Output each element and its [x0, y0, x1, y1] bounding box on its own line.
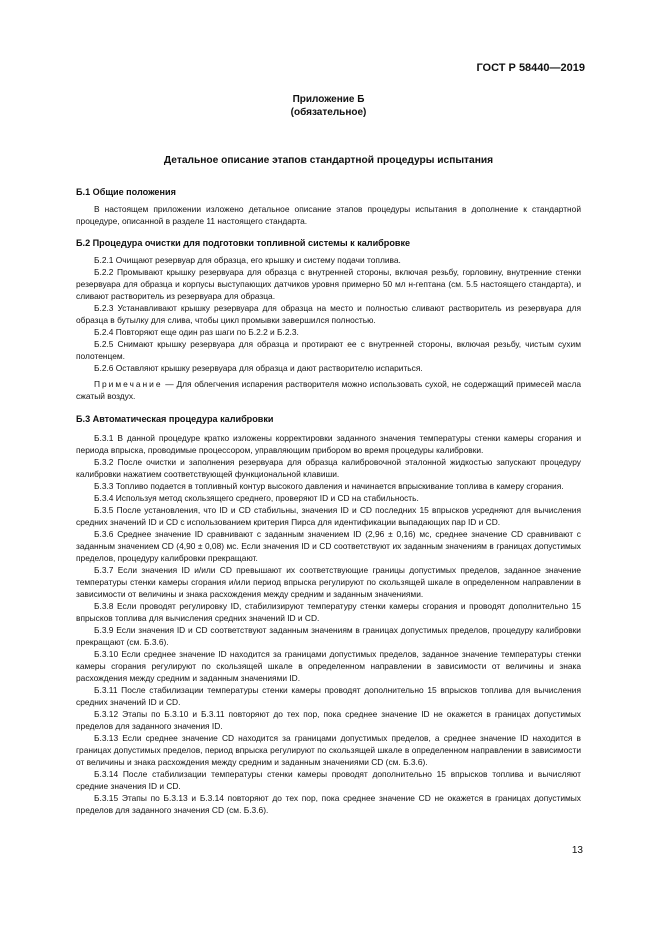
paragraph: Б.3.9 Если значения ID и CD соответствуют заданным значениям в границах допустимых пределов, процедуру калибровки прекращают (см. Б.3.6). — [76, 625, 581, 647]
paragraph: Б.3.7 Если значения ID и/или CD превышают их соответствующие границы допустимых пределов, заданное значение температуры стенки камеры сгорания и/или период впрыска регулируют по скользящей шкале в определенном направлении в зависимости от величины и знака расхождения между средним и заданным значениями. — [76, 565, 581, 599]
paragraph: Б.3.11 После стабилизации температуры стенки камеры проводят дополнительно 15 впрысков топлива для вычисления средних значений ID и CD. — [76, 685, 581, 707]
paragraph: Б.2.5 Снимают крышку резервуара для образца и протирают ее с внутренней стороны, включая резьбу, чистым сухим полотенцем. — [76, 339, 581, 361]
paragraph: Б.2.2 Промывают крышку резервуара для образца с внутренней стороны, включая резьбу, горловину, внутренние стенки резервуара для образца и корпусы выступающих датчиков уровня примерно 50 мл н-гептана (см. 5.5 настоящего стандарта), и сливают растворитель из резервуара для образца. — [76, 267, 581, 301]
section-heading: Б.2 Процедура очистки для подготовки топливной системы к калибровке — [76, 238, 411, 248]
page-number: 13 — [571, 845, 583, 856]
paragraph: Б.3.10 Если среднее значение ID находится за границами допустимых пределов, заданное значение температуры стенки камеры сгорания регулируют по скользящей шкале в определенном направлении в зависимости от величины и знака расхождения между средним и заданным значениями ID. — [76, 649, 581, 683]
paragraph: Б.3.6 Среднее значение ID сравнивают с заданным значением ID (2,96 ± 0,16) мс, среднее значение CD сравнивают с заданным значением CD (4,90 ± 0,08) мс. Если значения ID и CD соответствуют их заданным значениям в границах допустимых пределов, процедуру калибровки прекращают. — [76, 529, 581, 563]
paragraph: Б.3.12 Этапы по Б.3.10 и Б.3.11 повторяют до тех пор, пока среднее значение ID не окажется в границах допустимых пределов для заданного значения ID. — [76, 709, 581, 731]
paragraph: Б.2.3 Устанавливают крышку резервуара для образца на место и полностью сливают растворитель из резервуара для образца в бутылку для слива, чтобы цикл промывки завершился полностью. — [76, 303, 581, 325]
paragraph: Б.3.8 Если проводят регулировку ID, стабилизируют температуру стенки камеры сгорания и проводят дополнительно 15 впрысков топлива для вычисления средних значений ID и CD. — [76, 601, 581, 623]
document-id-header: ГОСТ Р 58440—2019 — [476, 62, 585, 74]
paragraph: Б.3.4 Используя метод скользящего среднего, проверяют ID и CD на стабильность. — [94, 493, 419, 503]
paragraph: Б.3.5 После установления, что ID и CD стабильны, значения ID и CD последних 15 впрысков усредняют для вычисления средних значений ID и CD с использованием критерия Пирса для идентификации выпадающих пар ID и CD. — [76, 505, 581, 527]
note-label: Примечание — [94, 379, 163, 389]
paragraph: Б.3.13 Если среднее значение CD находится за границами допустимых пределов, а среднее значение ID находится в границах допустимых пределов, период впрыска регулируют по скользящей шкале в определенном направлении в зависимости от величины и знака расхождения между средним и заданным значениями CD (см. Б.3.6). — [76, 733, 581, 767]
paragraph: Б.2.4 Повторяют еще один раз шаги по Б.2.2 и Б.2.3. — [94, 327, 299, 337]
paragraph: Б.2.6 Оставляют крышку резервуара для образца и дают растворителю испариться. — [94, 363, 423, 373]
note — [76, 378, 581, 402]
section-b3 — [76, 413, 581, 816]
main-title: Детальное описание этапов стандартной процедуры испытания — [163, 155, 494, 166]
paragraph: Б.3.2 После очистки и заполнения резервуара для образца калибровочной эталонной жидкостью запускают процедуру калибровки нажатием соответствующей функциональной клавиши. — [76, 457, 581, 479]
note-text: — Для облегчения испарения растворителя можно использовать сухой, не содержащий примесей масла сжатый воздух. — [76, 379, 581, 401]
section-b1 — [76, 186, 581, 227]
paragraph: Б.3.3 Топливо подается в топливный контур высокого давления и начинается впрыскивание топлива в камеру сгорания. — [94, 481, 564, 491]
paragraph: Б.3.14 После стабилизации температуры стенки камеры проводят дополнительно 15 впрысков топлива и вычисляют средние значения ID и CD. — [76, 769, 581, 791]
paragraph: Б.3.15 Этапы по Б.3.13 и Б.3.14 повторяют до тех пор, пока среднее значение CD не окажется в границах допустимых пределов для заданного значения CD (см. Б.3.6). — [76, 793, 581, 815]
paragraph: Б.2.1 Очищают резервуар для образца, его крышку и систему подачи топлива. — [94, 255, 401, 265]
paragraph: Б.3.1 В данной процедуре кратко изложены корректировки заданного значения температуры стенки камеры сгорания и периода впрыска, проводимые процессором, управляющим прибором во время процедуры калибровки. — [76, 433, 581, 455]
appendix-title: Приложение Б — [292, 94, 365, 105]
section-heading: Б.3 Автоматическая процедура калибровки — [76, 414, 274, 424]
appendix-heading — [76, 93, 581, 119]
appendix-subtitle: (обязательное) — [290, 107, 367, 118]
paragraph: В настоящем приложении изложено детальное описание этапов процедуры испытания в дополнение к стандартной процедуре, описанной в разделе 11 настоящего стандарта. — [76, 204, 581, 226]
section-b2 — [76, 237, 581, 402]
section-heading: Б.1 Общие положения — [76, 187, 176, 197]
